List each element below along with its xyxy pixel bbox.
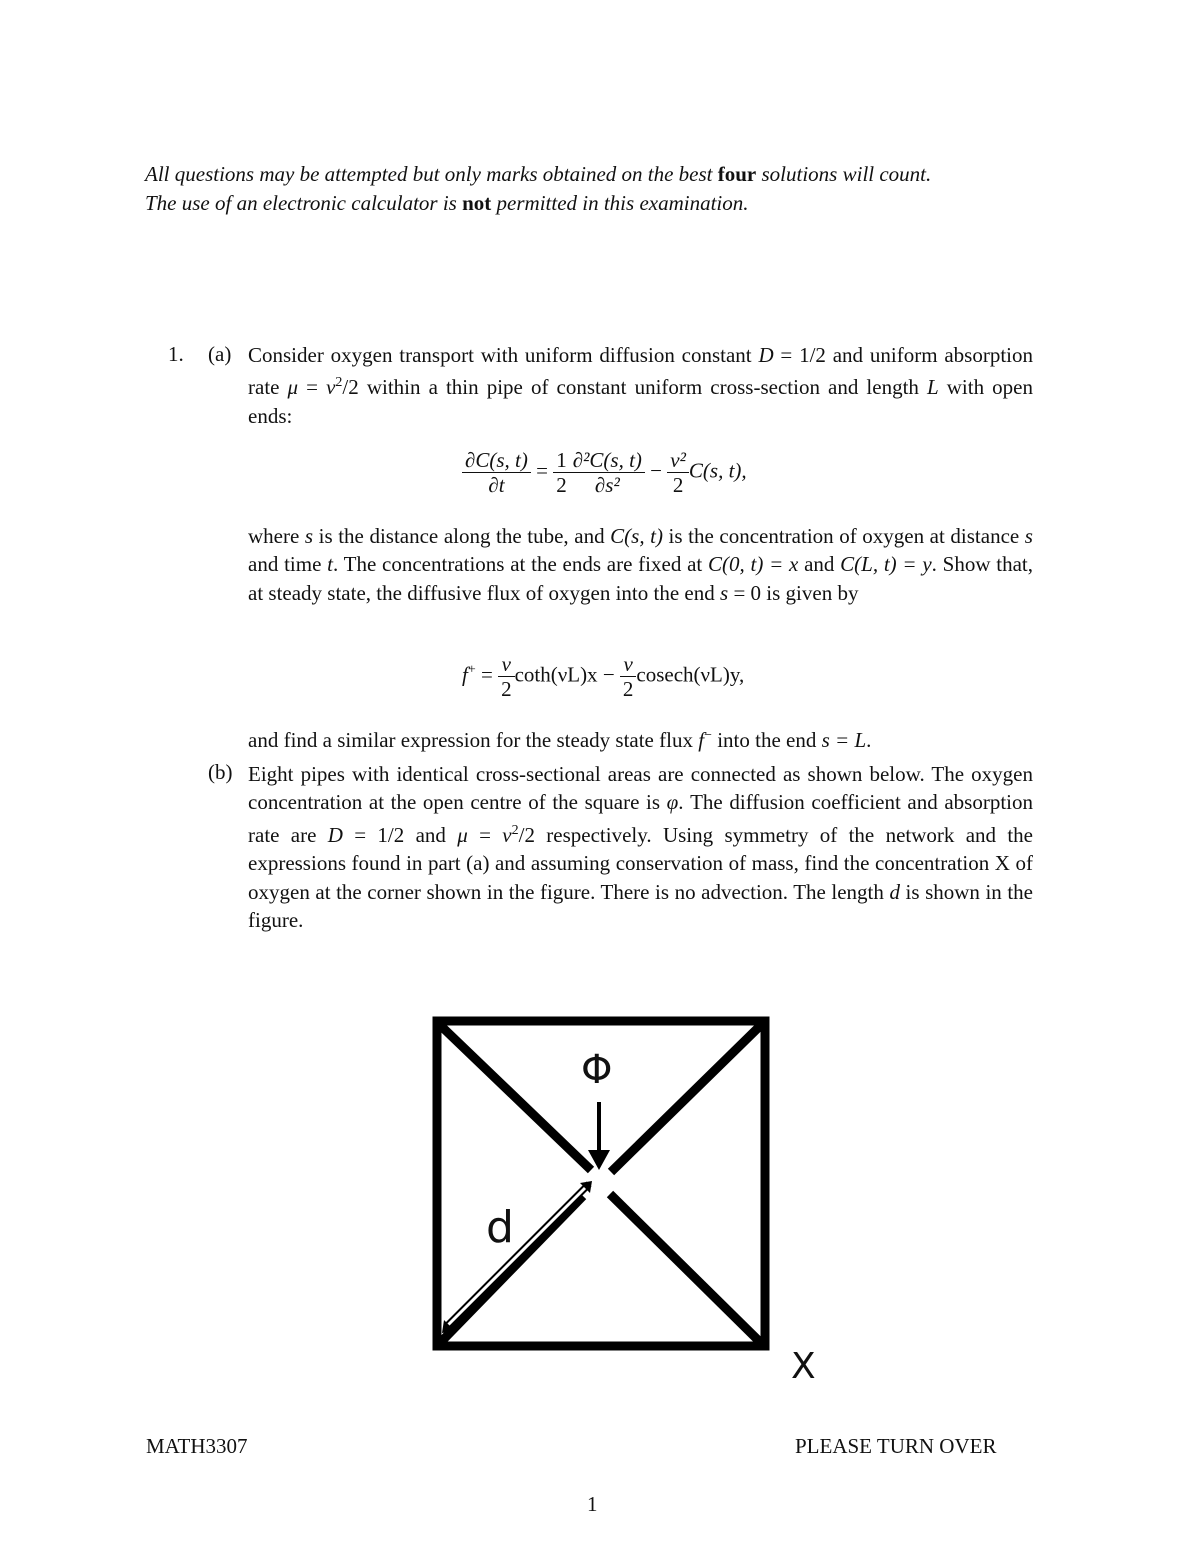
please-turn-over: PLEASE TURN OVER	[795, 1434, 997, 1458]
part-a-where: where s is the distance along the tube, and C(s, t) is the concentration of oxygen at distance s and time t. The concentrations at the ends are fixed at C(0, t) = x and C(L, t) = y. Show that, at steady state, the diffusive flux of oxygen into the end s = 0 is given by	[248, 524, 1033, 605]
course-code: MATH3307	[146, 1434, 248, 1458]
page-number: 1	[587, 1492, 598, 1516]
part-a-label: (a)	[208, 342, 232, 366]
x-corner-label: X	[791, 1346, 816, 1387]
flux-equation: f+ = $\frac{\nu}{2}$ coth(νL)x − $\frac{\nu}{2}$ cosech(νL)y,	[462, 652, 745, 702]
diffusion-equation: $\frac{\partial C(s, t)}{\partial t}$ = $\frac{1}{2}$ $\frac{\text{∂²C(s, t)}}{\text{∂s²}}$ − $\frac{\text{ν²}}{2}$ C(s, t),	[462, 448, 747, 497]
pipe-top-right	[611, 1025, 761, 1172]
part-a-find: and find a similar expression for the steady state flux f− into the end s = L.	[248, 728, 872, 752]
pipe-top-left	[440, 1025, 591, 1170]
part-b-text: Eight pipes with identical cross-sectional areas are connected as shown below. The oxygen concentration at the open centre of the square is φ. The diffusion coefficient and absorption rate are D = 1/2 and $\mu = \nu^2/2$ respectively. Using symmetry of the network and the expressions found in part (a) and assuming conservation of mass, find the concentration X of oxygen at the corner shown in the figure. There is no advection. The length d is shown in the figure.	[248, 762, 1034, 933]
bold-not: not	[462, 191, 492, 215]
bold-four: four	[717, 162, 757, 186]
instruction-calculator: The use of an electronic calculator is not permitted in this examination.	[145, 191, 749, 215]
d-label: d	[486, 1202, 514, 1253]
question-number: 1.	[168, 342, 184, 366]
instruction-best-four: All questions may be attempted but only marks obtained on the best four solutions will count.	[145, 162, 932, 186]
pipe-bottom-right	[610, 1194, 761, 1343]
phi-label: Φ	[581, 1047, 613, 1093]
part-b-label: (b)	[208, 760, 233, 784]
part-a-intro: Consider oxygen transport with uniform diffusion constant D = 1/2 and uniform absorption rate $\mu = \nu^2/2$ within a thin pipe of constant uniform cross-section and length L with open ends:	[248, 343, 1034, 428]
d-dimension-inner	[446, 1184, 589, 1327]
